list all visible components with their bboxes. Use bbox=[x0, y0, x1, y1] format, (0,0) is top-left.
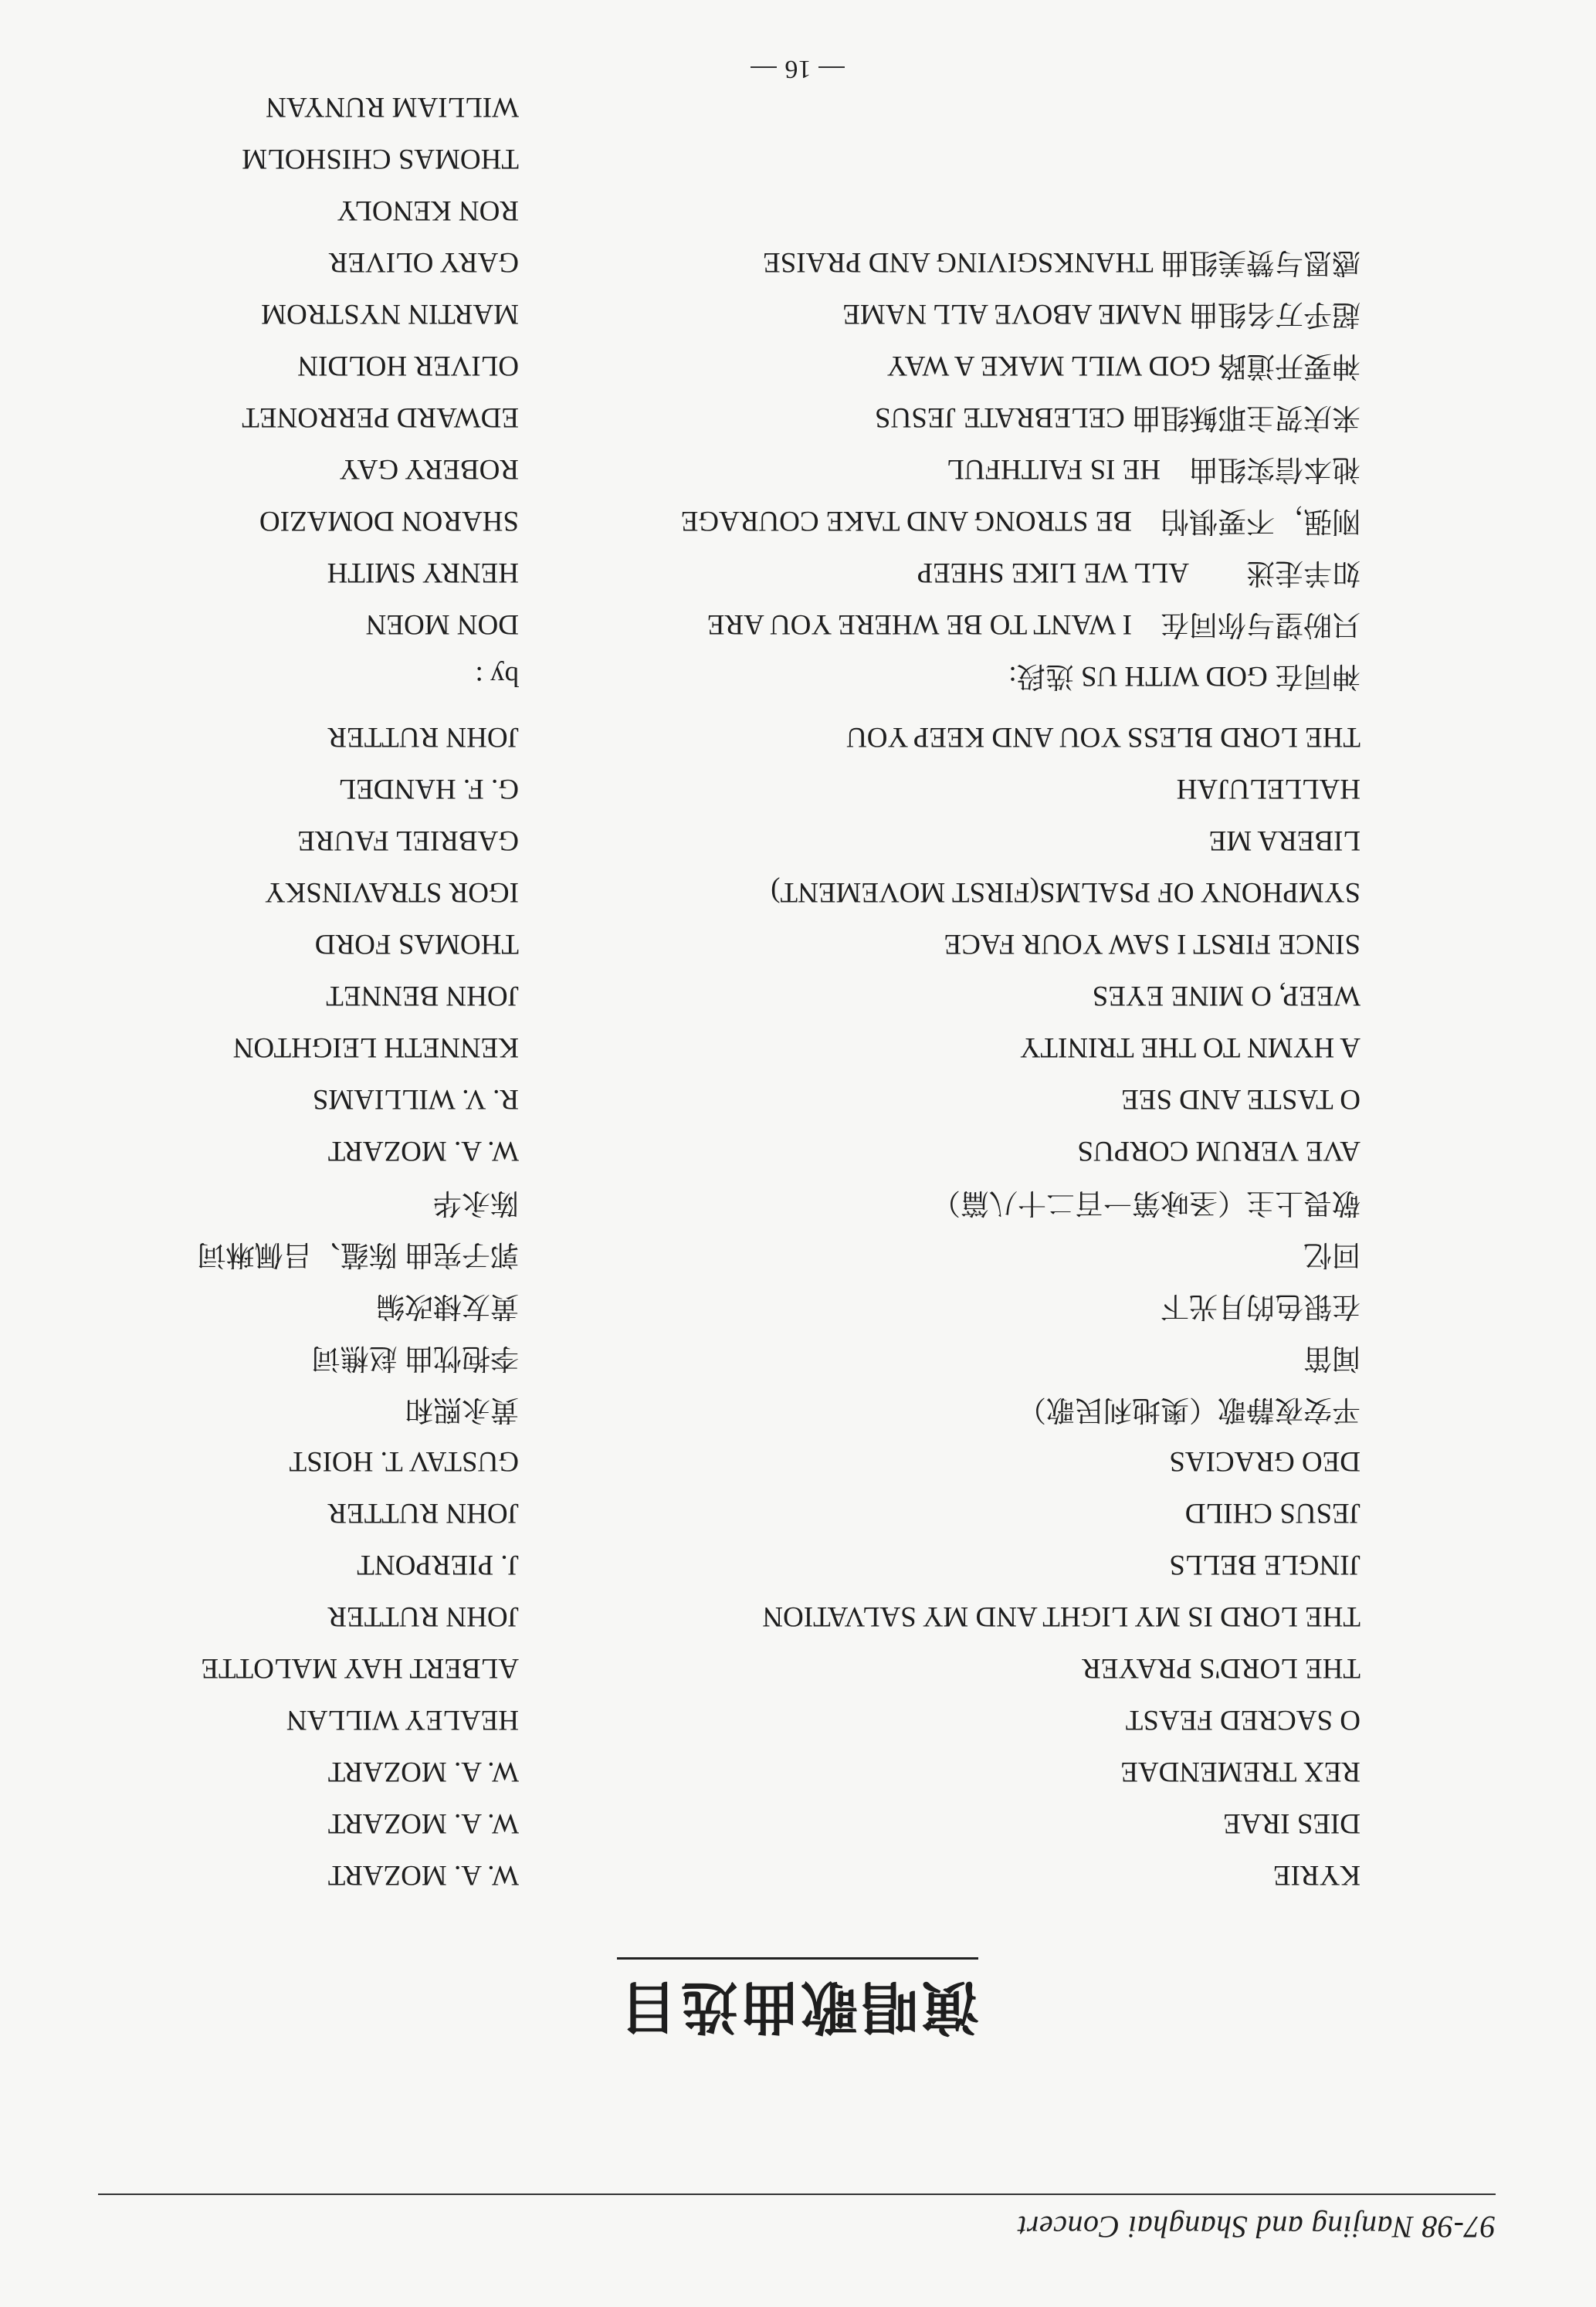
composer-name: HEALEY WILLAN bbox=[286, 1704, 519, 1736]
programme-row bbox=[0, 1438, 1596, 1484]
piece-title: 敬畏上主（圣咏第一百二十八篇） bbox=[932, 1187, 1360, 1218]
composer-name: W. A. MOZART bbox=[327, 1859, 519, 1891]
piece-title: 闻笛 bbox=[1303, 1342, 1360, 1374]
page-title: 演唱歌曲选目 bbox=[618, 1957, 979, 2052]
programme-row bbox=[0, 1593, 1596, 1639]
piece-title: THE LORD BLESS YOU AND KEEP YOU bbox=[846, 721, 1360, 753]
programme-row bbox=[0, 1696, 1596, 1743]
page-number: 16 bbox=[784, 55, 812, 83]
medley-row bbox=[0, 83, 1596, 130]
dash-right bbox=[751, 66, 778, 68]
composer-name: DON MOEN bbox=[365, 608, 519, 640]
composer-name: ALBERT HAY MALOTTE bbox=[201, 1652, 519, 1684]
medley-piece: 只盼望与你同在 I WANT TO BE WHERE YOU ARE bbox=[707, 608, 1360, 640]
medley-row bbox=[0, 601, 1596, 647]
medley-row bbox=[0, 445, 1596, 492]
programme-row bbox=[0, 1386, 1596, 1432]
medley-row bbox=[0, 135, 1596, 181]
piece-title: SINCE FIRST I SAW YOUR FACE bbox=[944, 928, 1360, 960]
composer-name: GABRIEL FAURE bbox=[297, 825, 519, 856]
piece-title: THE LORD IS MY LIGHT AND MY SALVATION bbox=[762, 1601, 1360, 1632]
page-number-block bbox=[0, 54, 1596, 83]
medley-heading: 神同在 GOD WITH US 选段: bbox=[1008, 660, 1360, 692]
medley-row bbox=[0, 394, 1596, 440]
composer-name: 郭子宪曲 陈蕴、吕佩琳词 bbox=[197, 1238, 519, 1270]
piece-title: HALLELUJAH bbox=[1176, 773, 1360, 805]
medley-piece: 神要开道路 GOD WILL MAKE A WAY bbox=[886, 350, 1360, 381]
concert-header: 97-98 Nanjing and Shanghai Concert bbox=[1017, 2210, 1496, 2244]
composer-name: GARY OLIVER bbox=[328, 246, 519, 278]
composer-name: 黄友棣改编 bbox=[376, 1290, 519, 1322]
piece-title: AVE VERUM CORPUS bbox=[1077, 1135, 1360, 1167]
composer-name: 李抱忱曲 赵樵词 bbox=[311, 1342, 519, 1374]
piece-title: 回忆 bbox=[1303, 1238, 1360, 1270]
composer-name: JOHN RUTTER bbox=[327, 1601, 519, 1632]
composer-name: 陈永华 bbox=[433, 1187, 519, 1218]
piece-title: A HYMN TO THE TRINITY bbox=[1019, 1032, 1360, 1063]
composer-name: R. V. WILLIAMS bbox=[312, 1083, 519, 1115]
composer-name: SHARON DOMAZIO bbox=[259, 505, 519, 537]
composer-name: IGOR STRAVINSKY bbox=[264, 876, 519, 908]
programme-row bbox=[0, 1748, 1596, 1794]
piece-title: O TASTE AND SEE bbox=[1121, 1083, 1360, 1115]
piece-title: O SACRED FEAST bbox=[1125, 1704, 1360, 1736]
programme-row bbox=[0, 1127, 1596, 1174]
programme-row bbox=[0, 1282, 1596, 1329]
composer-name: 黄永熙和 bbox=[405, 1394, 519, 1425]
medley-piece: 来庆贺主耶稣组曲 CELEBRATE JESUS bbox=[874, 401, 1360, 433]
piece-title: SYMPHONY OF PSALMS(FIRST MOVEMENT) bbox=[771, 876, 1360, 908]
programme-row bbox=[0, 1645, 1596, 1691]
composer-name: W. A. MOZART bbox=[327, 1807, 519, 1839]
piece-title: JESUS CHILD bbox=[1184, 1497, 1360, 1529]
programme-row bbox=[0, 920, 1596, 967]
medley-row bbox=[0, 290, 1596, 337]
programme-row bbox=[0, 1231, 1596, 1277]
medley-row bbox=[0, 549, 1596, 595]
composer-name: KENNETH LEIGHTON bbox=[232, 1032, 519, 1063]
programme-row bbox=[0, 1334, 1596, 1380]
composer-name: ROBERY GAY bbox=[339, 453, 519, 485]
piece-title: 平安夜静歌（奥地利民歌） bbox=[1018, 1394, 1360, 1425]
programme-row bbox=[0, 1541, 1596, 1587]
programme-row bbox=[0, 1179, 1596, 1225]
by-label: by : bbox=[475, 660, 519, 692]
medley-heading-row bbox=[0, 652, 1596, 699]
programme-row bbox=[0, 1851, 1596, 1898]
composer-name: THOMAS FORD bbox=[314, 928, 519, 960]
piece-title: KYRIE bbox=[1272, 1859, 1360, 1891]
medley-piece: 祂本信实组曲 HE IS FAITHFUL bbox=[947, 453, 1360, 485]
composer-name: JOHN RUTTER bbox=[327, 721, 519, 753]
composer-name: W. A. MOZART bbox=[327, 1756, 519, 1787]
composer-name: HENRY SMITH bbox=[327, 557, 519, 588]
medley-row bbox=[0, 239, 1596, 285]
piece-title: 在银色的月光下 bbox=[1161, 1290, 1360, 1322]
composer-name: JOHN BENNET bbox=[326, 980, 519, 1011]
composer-name: RON KENOLY bbox=[337, 195, 519, 226]
composer-name: WILLIAM RUNYAN bbox=[266, 91, 519, 123]
programme-row bbox=[0, 972, 1596, 1018]
composer-name: J. PIERPONT bbox=[357, 1549, 519, 1580]
piece-title: LIBERA ME bbox=[1208, 825, 1360, 856]
composer-name: W. A. MOZART bbox=[327, 1135, 519, 1167]
programme-row bbox=[0, 1076, 1596, 1122]
composer-name: GUSTAV T. HOIST bbox=[289, 1445, 519, 1477]
programme-row bbox=[0, 869, 1596, 915]
composer-name: OLIVER HOLDIN bbox=[297, 350, 519, 381]
medley-row bbox=[0, 342, 1596, 388]
medley-piece: 超乎万名组曲 NAME ABOVE ALL NAME bbox=[842, 298, 1360, 330]
programme-row bbox=[0, 765, 1596, 811]
medley-piece: 刚强，不要惧怕 BE STRONG AND TAKE COURAGE bbox=[680, 505, 1360, 537]
composer-name: THOMAS CHISHOLM bbox=[242, 143, 519, 174]
composer-name: EDWARD PERRONET bbox=[242, 401, 519, 433]
composer-name: G. F. HANDEL bbox=[338, 773, 519, 805]
composer-name: JOHN RUTTER bbox=[327, 1497, 519, 1529]
programme-row bbox=[0, 1024, 1596, 1070]
programme-row bbox=[0, 817, 1596, 863]
piece-title: THE LORD'S PRAYER bbox=[1082, 1652, 1360, 1684]
medley-piece: 感恩与赞美组曲 THANKSGIVING AND PRAISE bbox=[763, 246, 1360, 278]
programme-row bbox=[0, 713, 1596, 760]
programme-row bbox=[0, 1800, 1596, 1846]
piece-title: JINGLE BELLS bbox=[1169, 1549, 1360, 1580]
piece-title: WEEP, O MINE EYES bbox=[1092, 980, 1360, 1011]
dash-left bbox=[819, 66, 845, 68]
medley-row bbox=[0, 187, 1596, 233]
piece-title: DEO GRACIAS bbox=[1169, 1445, 1360, 1477]
medley-row bbox=[0, 497, 1596, 544]
composer-name: MARTIN NYSTROM bbox=[261, 298, 519, 330]
piece-title: REX TREMENDAE bbox=[1120, 1756, 1360, 1787]
piece-title: DIES IRAE bbox=[1223, 1807, 1360, 1839]
medley-piece: 如羊走迷 ALL WE LIKE SHEEP bbox=[917, 557, 1360, 588]
programme-row bbox=[0, 1489, 1596, 1536]
